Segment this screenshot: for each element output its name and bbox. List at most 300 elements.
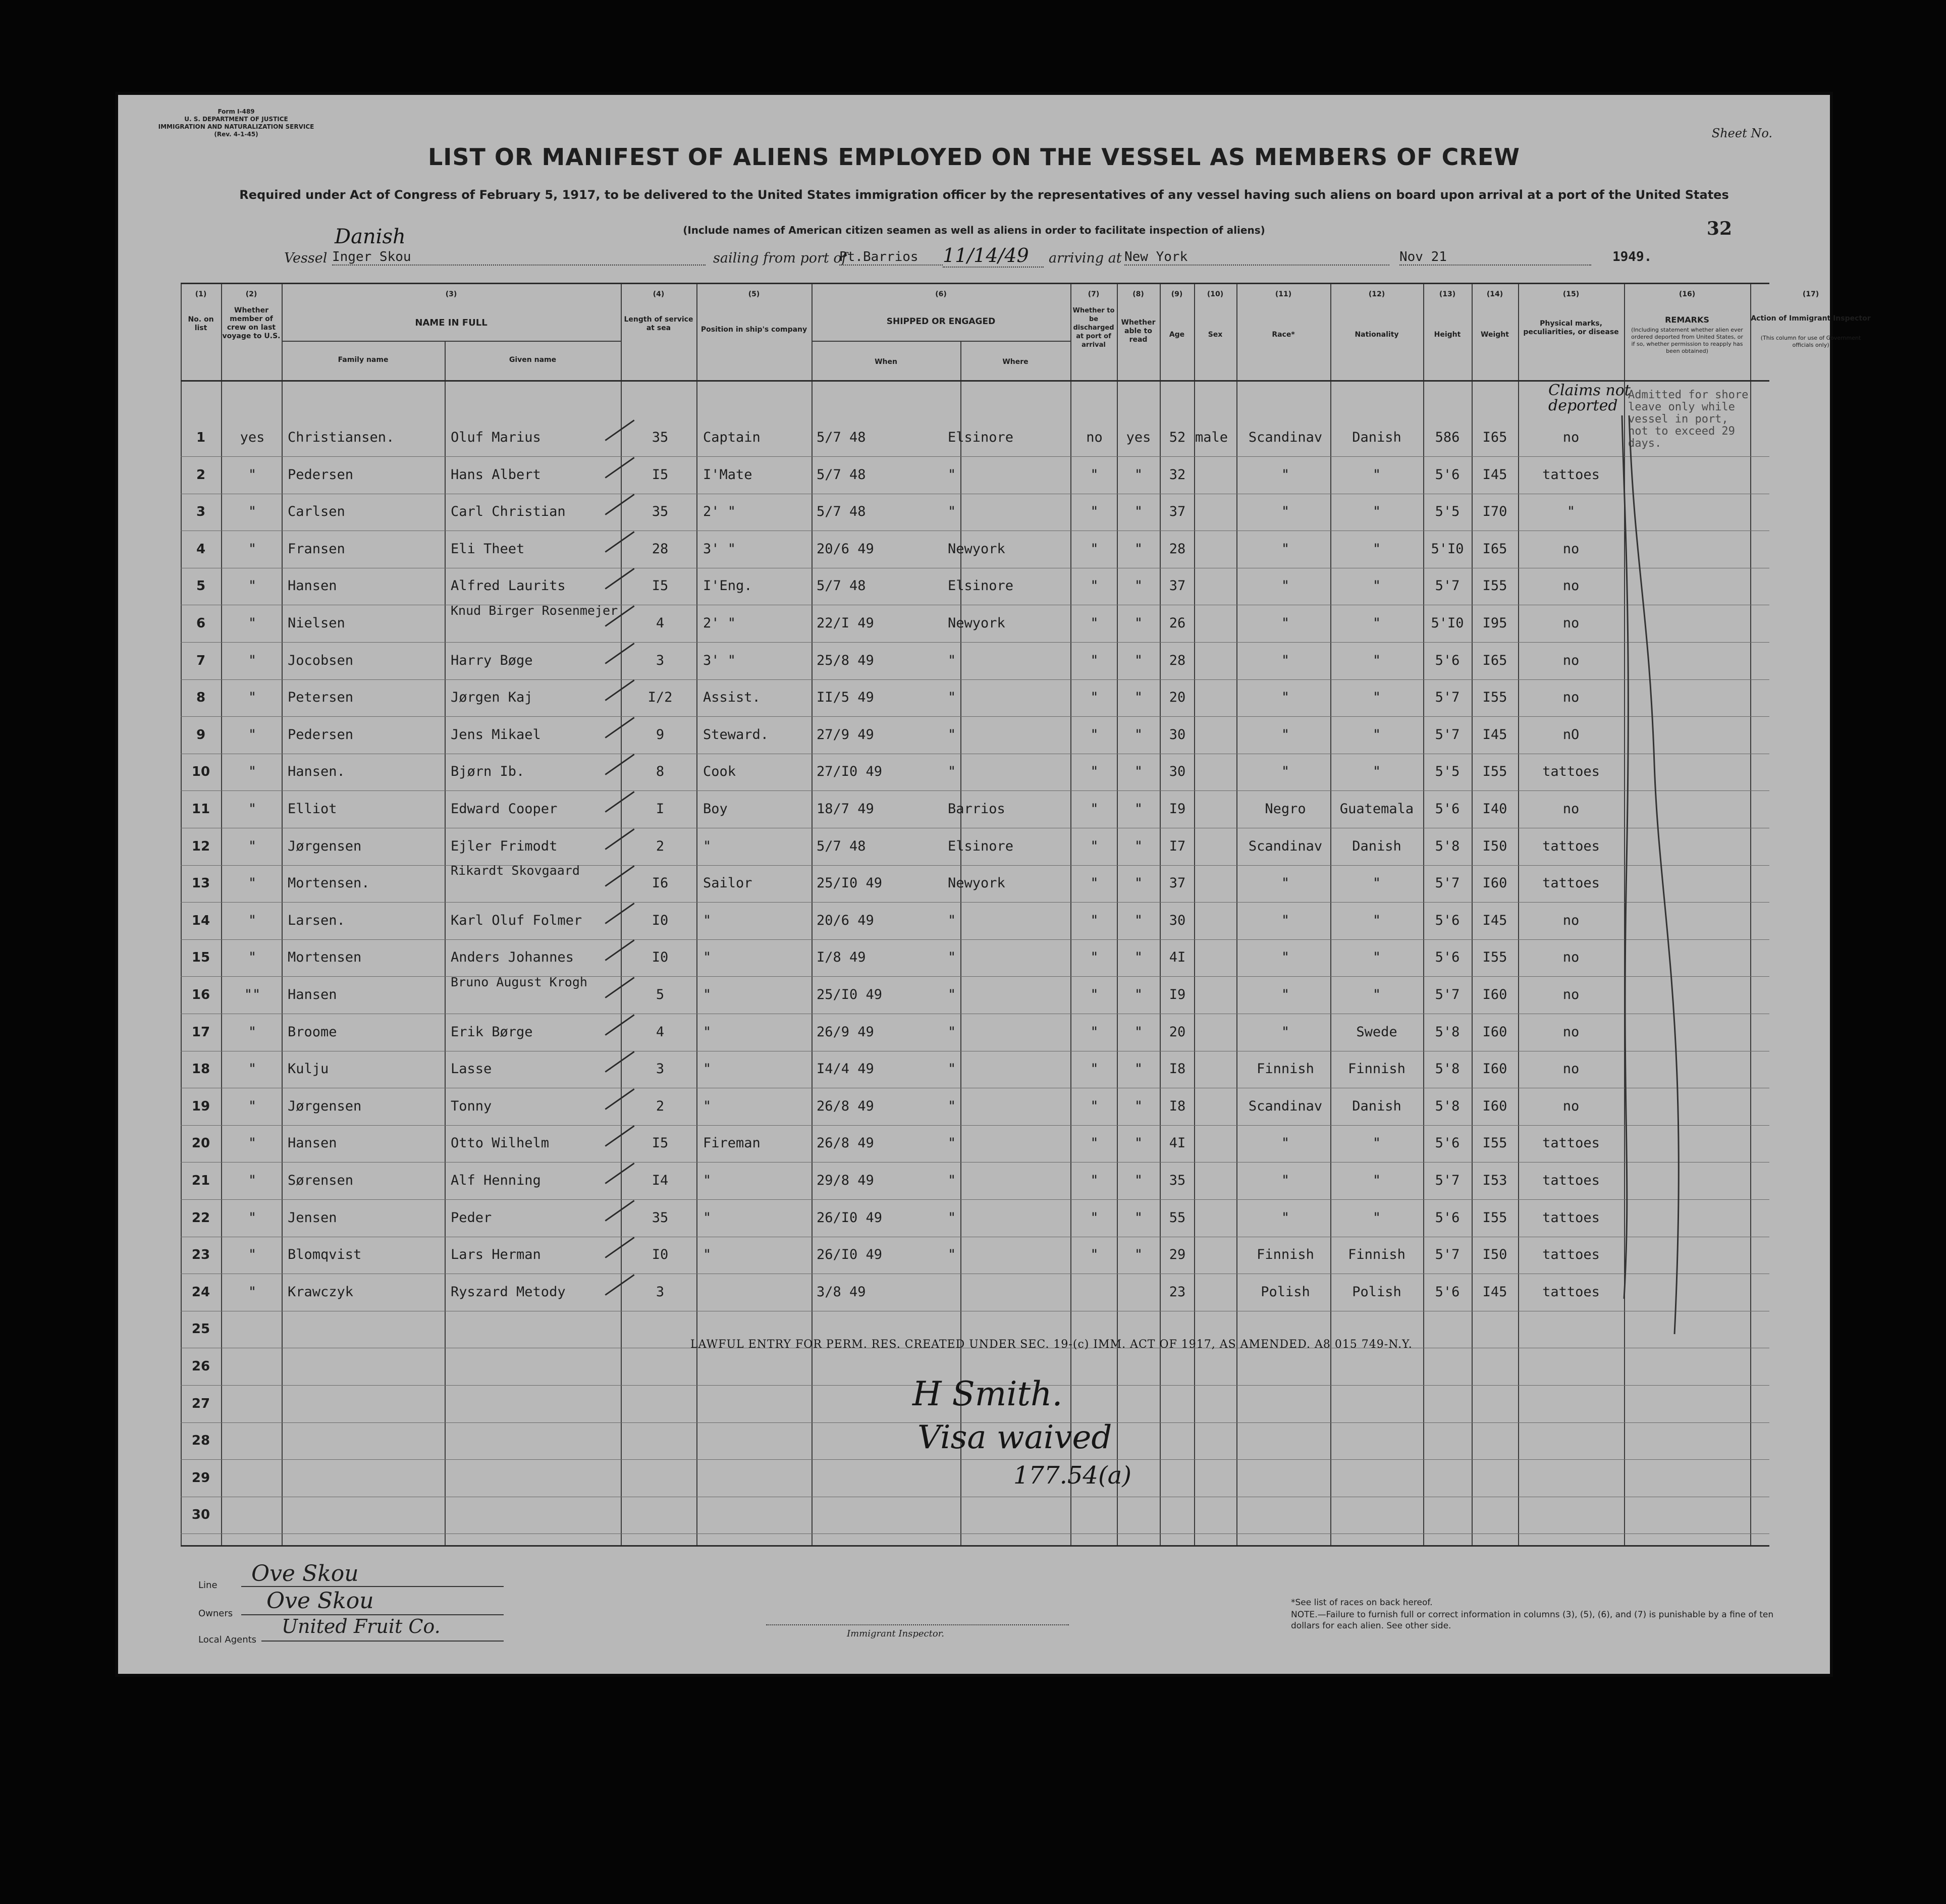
cell-giv: Ryszard Metody <box>451 1284 566 1300</box>
cell-wt: I70 <box>1482 504 1507 520</box>
cell-giv: Alf Henning <box>451 1173 541 1188</box>
cell-dis: " <box>1090 801 1099 817</box>
row-number: 7 <box>196 653 206 668</box>
column-number: (3) <box>445 290 457 298</box>
cell-wt: I55 <box>1482 949 1507 966</box>
cell-race: " <box>1281 578 1290 594</box>
header-shipped-engaged: SHIPPED OR ENGAGED <box>886 316 996 327</box>
cell-len: I5 <box>652 578 669 594</box>
visa-regulation-code: 177.54(a) <box>1013 1461 1132 1490</box>
cell-fam: Jensen <box>288 1209 337 1226</box>
cell-nat: " <box>1372 987 1381 1002</box>
cell-age: 37 <box>1169 875 1186 891</box>
cell-when: I4/4 49 <box>817 1061 874 1077</box>
cell-where: " <box>948 1135 956 1151</box>
cell-when: 3/8 49 <box>817 1284 866 1300</box>
cell-race: Negro <box>1265 801 1306 817</box>
cell-len: 3 <box>656 652 665 668</box>
cell-len: I <box>656 801 665 817</box>
cell-wt: I55 <box>1482 1209 1507 1226</box>
cell-m: "" <box>244 987 261 1002</box>
header-race: Race* <box>1272 331 1295 339</box>
cell-pos: Fireman <box>703 1135 761 1151</box>
cell-fam: Nielsen <box>288 615 345 631</box>
cell-giv: Oluf Marius <box>451 430 541 445</box>
cell-len: I0 <box>652 1247 669 1263</box>
header-remarks-note: (Including statement whether alien ever ordered deported from United States, or if so, whether permission to reapply has been obtained) <box>1631 327 1743 354</box>
cell-giv: Knud Birger Rosenmejer <box>451 603 618 618</box>
row-number: 8 <box>196 690 206 706</box>
column-number: (7) <box>1088 290 1100 298</box>
cell-pos: " <box>703 949 712 966</box>
row-number: 2 <box>196 467 206 483</box>
cell-giv: Carl Christian <box>451 504 566 520</box>
cell-marks: tattoes <box>1542 1173 1600 1188</box>
row-number: 23 <box>191 1247 210 1263</box>
cell-nat: " <box>1372 690 1381 706</box>
column-number: (6) <box>935 290 947 298</box>
cell-len: 2 <box>656 838 665 854</box>
column-number: (2) <box>245 290 257 298</box>
row-number: 3 <box>196 504 206 520</box>
cell-dis: " <box>1090 987 1099 1002</box>
line-handwritten: Ove Skou <box>251 1561 359 1586</box>
cell-race: " <box>1281 1173 1290 1188</box>
arrival-port: New York <box>1124 249 1389 266</box>
cell-age: 30 <box>1169 726 1186 743</box>
cell-nat: " <box>1372 1135 1381 1151</box>
cell-fam: Broome <box>288 1024 337 1040</box>
cell-ht: 5'7 <box>1435 726 1460 743</box>
cell-dis: " <box>1090 578 1099 594</box>
row-number: 29 <box>191 1470 210 1486</box>
vessel-nationality-handwritten: Danish <box>335 225 406 248</box>
cell-read: " <box>1134 1024 1143 1040</box>
cell-fam: Larsen. <box>288 912 345 928</box>
cell-nat: " <box>1372 764 1381 780</box>
cell-m: " <box>248 912 257 928</box>
cell-when: 5/7 48 <box>817 578 866 594</box>
cell-age: 20 <box>1169 1024 1186 1040</box>
cell-marks: tattoes <box>1542 466 1600 483</box>
cell-fam: Petersen <box>288 690 354 706</box>
cell-ht: 5'6 <box>1435 466 1460 483</box>
cell-age: 4I <box>1169 1135 1186 1151</box>
cell-m: " <box>248 1024 257 1040</box>
arrival-year: 1949. <box>1612 249 1652 265</box>
cell-read: " <box>1134 1173 1143 1188</box>
column-number: (11) <box>1275 290 1292 298</box>
cell-marks: no <box>1562 541 1580 557</box>
cell-when: 20/6 49 <box>817 541 874 557</box>
cell-race: " <box>1281 1024 1290 1040</box>
cell-marks: no <box>1562 430 1580 445</box>
cell-fam: Hansen <box>288 1135 337 1151</box>
row-number: 26 <box>191 1359 210 1374</box>
cell-dis: " <box>1090 1061 1099 1077</box>
cell-nat: " <box>1372 578 1381 594</box>
cell-giv: Jens Mikael <box>451 726 541 743</box>
sailing-label: sailing from port of <box>713 250 847 266</box>
row-number: 18 <box>191 1062 210 1077</box>
cell-nat: " <box>1372 541 1381 557</box>
cell-where: " <box>948 504 956 520</box>
cell-marks: no <box>1562 949 1580 966</box>
cell-age: 35 <box>1169 1173 1186 1188</box>
cell-age: 23 <box>1169 1284 1186 1300</box>
cell-race: " <box>1281 504 1290 520</box>
cell-nat: Danish <box>1352 1098 1401 1114</box>
cell-where: " <box>948 1209 956 1226</box>
cell-read: " <box>1134 541 1143 557</box>
cell-marks: no <box>1562 578 1580 594</box>
column-number: (10) <box>1207 290 1224 298</box>
header-height: Height <box>1434 331 1461 339</box>
cell-wt: I60 <box>1482 987 1507 1002</box>
cell-pos: 3' " <box>703 652 736 668</box>
cell-when: 5/7 48 <box>817 504 866 520</box>
header-no-on-list: No. on list <box>188 315 214 332</box>
row-number: 10 <box>191 764 210 780</box>
cell-race: Scandinav <box>1248 838 1323 854</box>
cell-len: I0 <box>652 912 669 928</box>
cell-ht: 5'6 <box>1435 912 1460 928</box>
cell-where: " <box>948 1173 956 1188</box>
cell-m: " <box>248 466 257 483</box>
cell-read: " <box>1134 949 1143 966</box>
cell-pos: " <box>703 987 712 1002</box>
cell-nat: " <box>1372 912 1381 928</box>
cell-marks: no <box>1562 801 1580 817</box>
cell-m: " <box>248 949 257 966</box>
column-number: (16) <box>1679 290 1696 298</box>
table-row <box>181 1497 1769 1534</box>
row-number: 13 <box>191 876 210 891</box>
column-number: (15) <box>1562 290 1580 298</box>
cell-len: I5 <box>652 466 669 483</box>
cell-when: 26/I0 49 <box>817 1209 883 1226</box>
header-inspector-action: Action of Immigrant Inspector <box>1751 314 1871 323</box>
header-length-of-service: Length of service at sea <box>624 315 693 332</box>
cell-len: 4 <box>656 615 665 631</box>
row-number: 15 <box>191 950 210 966</box>
cell-pos: I'Eng. <box>703 578 752 594</box>
cell-ht: 5'7 <box>1435 875 1460 891</box>
cell-len: 28 <box>652 541 669 557</box>
cell-age: 29 <box>1169 1247 1186 1263</box>
cell-dis: " <box>1090 1209 1099 1226</box>
cell-nat: Swede <box>1356 1024 1397 1040</box>
cell-dis: " <box>1090 466 1099 483</box>
row-number: 17 <box>191 1024 210 1040</box>
cell-where: Elsinore <box>948 578 1014 594</box>
cell-ht: 5'5 <box>1435 764 1460 780</box>
cell-fam: Elliot <box>288 801 337 817</box>
cell-marks: no <box>1562 912 1580 928</box>
cell-read: " <box>1134 912 1143 928</box>
column-number: (17) <box>1802 290 1819 298</box>
cell-where: " <box>948 1247 956 1263</box>
cell-age: 37 <box>1169 504 1186 520</box>
cell-wt: I55 <box>1482 764 1507 780</box>
local-agents-handwritten: United Fruit Co. <box>282 1615 441 1637</box>
header-remarks: REMARKS <box>1665 315 1709 325</box>
cell-nat: Danish <box>1352 838 1401 854</box>
lawful-entry-stamp: LAWFUL ENTRY FOR PERM. RES. CREATED UNDER SEC. 19-(c) IMM. ACT OF 1917, AS AMENDED. A8 015 749-N.Y. <box>690 1338 1413 1351</box>
cell-read: " <box>1134 801 1143 817</box>
cell-race: " <box>1281 1209 1290 1226</box>
cell-len: 4 <box>656 1024 665 1040</box>
row-number: 4 <box>196 541 206 557</box>
header-sex: Sex <box>1208 331 1223 339</box>
cell-ht: 5'5 <box>1435 504 1460 520</box>
cell-wt: I65 <box>1482 652 1507 668</box>
cell-marks: no <box>1562 1098 1580 1114</box>
cell-when: 26/8 49 <box>817 1098 874 1114</box>
cell-when: I/8 49 <box>817 949 866 966</box>
header-name-in-full: NAME IN FULL <box>415 318 488 328</box>
cell-age: 30 <box>1169 764 1186 780</box>
cell-pos: Assist. <box>703 690 761 706</box>
cell-giv: Erik Børge <box>451 1024 533 1040</box>
column-number: (9) <box>1171 290 1183 298</box>
cell-marks: tattoes <box>1542 1209 1600 1226</box>
cell-pos: " <box>703 1061 712 1077</box>
cell-len: 3 <box>656 1061 665 1077</box>
header-physical-marks: Physical marks, peculiarities, or disease <box>1523 320 1619 336</box>
cell-wt: I45 <box>1482 912 1507 928</box>
cell-ht: 5'8 <box>1435 1061 1460 1077</box>
cell-read: yes <box>1126 430 1151 445</box>
claims-not-deported-note: Claims not deported <box>1548 382 1631 414</box>
cell-giv: Peder <box>451 1209 492 1226</box>
cell-dis: " <box>1090 875 1099 891</box>
cell-m: " <box>248 1173 257 1188</box>
cell-m: " <box>248 615 257 631</box>
cell-fam: Hansen. <box>288 764 345 780</box>
cell-read: " <box>1134 578 1143 594</box>
cell-ht: 5'7 <box>1435 578 1460 594</box>
row-number: 11 <box>191 802 210 817</box>
cell-dis: " <box>1090 504 1099 520</box>
header-family-name: Family name <box>338 356 389 364</box>
departure-date: 11/14/49 <box>943 244 1044 268</box>
cell-fam: Christiansen. <box>288 430 395 445</box>
cell-where: Newyork <box>948 541 1005 557</box>
cell-pos: 3' " <box>703 541 736 557</box>
cell-race: " <box>1281 652 1290 668</box>
row-number: 5 <box>196 578 206 594</box>
cell-m: " <box>248 504 257 520</box>
cell-where: " <box>948 1061 956 1077</box>
cell-ht: 5'8 <box>1435 1098 1460 1114</box>
remark-shore-leave: Admitted for shore leave only while vessel in port, not to exceed 29 days. <box>1628 389 1749 450</box>
cell-m: " <box>248 875 257 891</box>
departure-port: Pt.Barrios <box>839 249 943 266</box>
cell-fam: Krawczyk <box>288 1284 354 1300</box>
cell-where: " <box>948 764 956 780</box>
vessel-name: Inger Skou <box>332 249 706 266</box>
cell-when: 29/8 49 <box>817 1173 874 1188</box>
cell-giv: Anders Johannes <box>451 949 574 966</box>
cell-nat: " <box>1372 615 1381 631</box>
row-number: 25 <box>191 1321 210 1337</box>
cell-when: 26/9 49 <box>817 1024 874 1040</box>
row-number: 16 <box>191 987 210 1002</box>
cell-read: " <box>1134 1098 1143 1114</box>
cell-nat: " <box>1372 1173 1381 1188</box>
cell-nat: Finnish <box>1348 1247 1406 1263</box>
cell-m: " <box>248 1209 257 1226</box>
cell-wt: I40 <box>1482 801 1507 817</box>
cell-pos: Cook <box>703 764 736 780</box>
cell-dis: " <box>1090 615 1099 631</box>
row-number: 24 <box>191 1284 210 1300</box>
cell-race: Scandinav <box>1248 1098 1323 1114</box>
column-number: (5) <box>748 290 760 298</box>
cell-pos: Boy <box>703 801 728 817</box>
cell-when: II/5 49 <box>817 690 874 706</box>
cell-when: 18/7 49 <box>817 801 874 817</box>
form-number: Form I-489 <box>218 108 255 115</box>
cell-race: " <box>1281 1135 1290 1151</box>
owners-handwritten: Ove Skou <box>266 1588 374 1614</box>
column-number: (13) <box>1439 290 1456 298</box>
cell-age: I9 <box>1169 987 1186 1002</box>
cell-wt: I55 <box>1482 690 1507 706</box>
cell-wt: I60 <box>1482 1061 1507 1077</box>
cell-len: I0 <box>652 949 669 966</box>
cell-nat: " <box>1372 652 1381 668</box>
cell-where: Elsinore <box>948 838 1014 854</box>
row-number: 30 <box>191 1507 210 1523</box>
cell-race: " <box>1281 875 1290 891</box>
cell-len: I5 <box>652 1135 669 1151</box>
cell-m: " <box>248 764 257 780</box>
cell-m: " <box>248 652 257 668</box>
cell-giv: Jørgen Kaj <box>451 690 533 706</box>
cell-age: 32 <box>1169 466 1186 483</box>
cell-giv: Bjørn Ib. <box>451 764 525 780</box>
cell-where: " <box>948 912 956 928</box>
cell-where: " <box>948 1098 956 1114</box>
cell-m: " <box>248 1061 257 1077</box>
cell-ht: 5'6 <box>1435 949 1460 966</box>
cell-giv: Lasse <box>451 1061 492 1077</box>
cell-where: " <box>948 726 956 743</box>
races-note: *See list of races on back hereof. <box>1291 1598 1433 1608</box>
cell-dis: " <box>1090 726 1099 743</box>
cell-ht: 5'6 <box>1435 1284 1460 1300</box>
cell-wt: I60 <box>1482 875 1507 891</box>
cell-race: " <box>1281 987 1290 1002</box>
cell-m: " <box>248 1098 257 1114</box>
cell-age: 55 <box>1169 1209 1186 1226</box>
cell-fam: Hansen <box>288 987 337 1002</box>
cell-len: 35 <box>652 430 669 445</box>
cell-fam: Fransen <box>288 541 345 557</box>
cell-fam: Carlsen <box>288 504 345 520</box>
line-label: Line <box>198 1580 218 1591</box>
cell-dis: " <box>1090 652 1099 668</box>
page-subnote: (Include names of American citizen seamen as well as aliens in order to facilitate inspection of aliens) <box>683 224 1265 236</box>
cell-m: " <box>248 578 257 594</box>
cell-marks: tattoes <box>1542 764 1600 780</box>
cell-dis: " <box>1090 1247 1099 1263</box>
cell-giv: Otto Wilhelm <box>451 1135 550 1151</box>
header-member-last-voyage: Whether member of crew on last voyage to U.S. <box>222 306 281 340</box>
row-number: 28 <box>191 1433 210 1449</box>
cell-where: Newyork <box>948 875 1005 891</box>
cell-read: " <box>1134 1247 1143 1263</box>
row-number: 19 <box>191 1098 210 1114</box>
cell-dis: " <box>1090 1098 1099 1114</box>
cell-nat: " <box>1372 949 1381 966</box>
cell-marks: tattoes <box>1542 1247 1600 1263</box>
cell-giv: Tonny <box>451 1098 492 1114</box>
cell-len: 35 <box>652 504 669 520</box>
cell-dis: " <box>1090 1135 1099 1151</box>
cell-sex: male <box>1195 430 1228 445</box>
cell-pos: Steward. <box>703 726 769 743</box>
cell-giv: Harry Bøge <box>451 652 533 668</box>
cell-read: " <box>1134 690 1143 706</box>
column-number: (12) <box>1368 290 1385 298</box>
page-subtitle: Required under Act of Congress of February 5, 1917, to be delivered to the United States immigration officer by the representatives of any vessel having such aliens on board upon arrival at a port of the United States <box>239 188 1729 202</box>
cell-ht: 5'I0 <box>1431 615 1464 631</box>
cell-age: 37 <box>1169 578 1186 594</box>
cell-where: " <box>948 690 956 706</box>
cell-age: 52 <box>1169 430 1186 445</box>
header-discharged: Whether to be discharged at port of arrival <box>1072 307 1115 349</box>
cell-len: I/2 <box>647 690 673 706</box>
row-number: 1 <box>196 430 206 445</box>
cell-nat: Danish <box>1352 430 1401 445</box>
cell-ht: 5'6 <box>1435 801 1460 817</box>
cell-fam: Mortensen <box>288 949 362 966</box>
row-number: 6 <box>196 616 206 631</box>
cell-m: " <box>248 726 257 743</box>
cell-ht: 586 <box>1435 430 1460 445</box>
cell-when: 27/9 49 <box>817 726 874 743</box>
cell-len: I4 <box>652 1173 669 1188</box>
cell-fam: Jørgensen <box>288 838 362 854</box>
bracket-line-icon <box>1523 410 1725 1344</box>
cell-when: 5/7 48 <box>817 838 866 854</box>
cell-race: Scandinav <box>1248 430 1323 445</box>
department-name: U. S. DEPARTMENT OF JUSTICE <box>184 116 288 123</box>
cell-giv: Ejler Frimodt <box>451 838 558 854</box>
sheet-number: 32 <box>1706 218 1732 239</box>
cell-nat: " <box>1372 875 1381 891</box>
cell-wt: I45 <box>1482 726 1507 743</box>
cell-len: 8 <box>656 764 665 780</box>
cell-pos: Captain <box>703 430 761 445</box>
cell-wt: I95 <box>1482 615 1507 631</box>
cell-pos: 2' " <box>703 615 736 631</box>
cell-pos: " <box>703 1024 712 1040</box>
cell-len: 35 <box>652 1209 669 1226</box>
cell-age: 20 <box>1169 690 1186 706</box>
cell-wt: I65 <box>1482 430 1507 445</box>
cell-len: 2 <box>656 1098 665 1114</box>
column-number: (14) <box>1486 290 1503 298</box>
cell-race: " <box>1281 690 1290 706</box>
cell-age: I8 <box>1169 1098 1186 1114</box>
cell-when: 25/8 49 <box>817 652 874 668</box>
header-given-name: Given name <box>509 356 557 364</box>
service-name: IMMIGRATION AND NATURALIZATION SERVICE <box>158 123 314 130</box>
